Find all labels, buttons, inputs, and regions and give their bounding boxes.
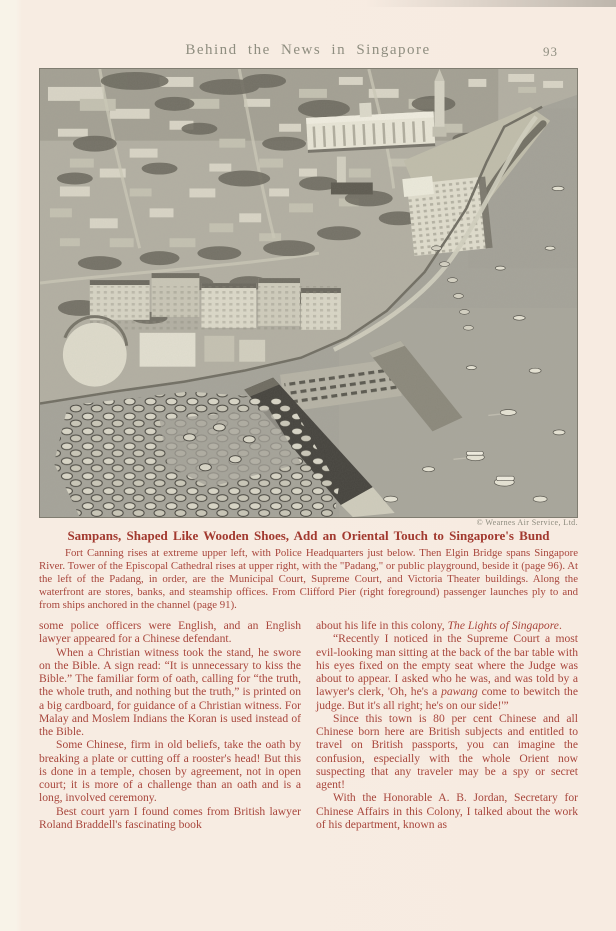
paragraph: Best court yarn I found comes from British lawyer Roland Braddell's fascinating book — [39, 804, 301, 831]
article-body — [39, 619, 578, 831]
photo-credit: © Wearnes Air Service, Ltd. — [476, 518, 578, 527]
paragraph: about his life in this colony, The Lights of Singapore. — [316, 619, 562, 632]
paragraph: Since this town is 80 per cent Chinese and all Chinese born here are British subjects and entitled to travel on British passports, you can imagine the confusion, especially with the whole Orient now suspecting that any traveler may be a spy or secret agent! — [316, 711, 578, 791]
aerial-photo-illustration — [40, 69, 577, 517]
paragraph: “Recently I noticed in the Supreme Court a most evil-looking man sitting at the back of the bar table with his eyes fixed on the empty seat where the Judge was about to appear. I asked who he was, and was told by a lawyer's clerk, 'Oh, he's a pawang come to bewitch the judge. But it's all right; he's on our side!'” — [316, 632, 578, 712]
text-column-right — [316, 619, 578, 831]
page-title: Behind the News in Singapore — [185, 42, 431, 58]
running-header — [0, 42, 616, 62]
paragraph: With the Honorable A. B. Jordan, Secretary for Chinese Affairs in this Colony, I talked about the work of his department, known as — [316, 791, 578, 831]
text-column-left — [39, 619, 301, 831]
paragraph: When a Christian witness took the stand, he swore on the Bible. A sign read: “It is unnecessary to kiss the Bible.” The familiar form of oath, calling for “the truth, the whole truth, and nothing but the truth,” is printed on a big cardboard, for guidance of a Christian witness. For Malay and Moslem Indians the Koran is used instead of the Bible. — [39, 645, 301, 738]
photo-grain — [40, 69, 577, 517]
scan-artifact — [366, 0, 616, 7]
paragraph: some police officers were English, and an English lawyer appeared for a Chinese defendant. — [39, 619, 301, 646]
caption-body: Fort Canning rises at extreme upper left, with Police Headquarters just below. Then Elgin Bridge spans Singapore River. Tower of the Episcopal Cathedral rises at upper right, with the "Padang," or public playground, beside it (page 96). At the left of the Padang, in order, are the Municipal Court, Supreme Court, and Victoria Theater buildings. Along the waterfront are stores, banks, and steamship offices. From Clifford Pier (right foreground) passenger launches ply to and from ships anchored in the channel (page 91). — [39, 547, 578, 611]
page-number: 93 — [543, 44, 558, 59]
caption-headline: Sampans, Shaped Like Wooden Shoes, Add an Oriental Touch to Singapore's Bund — [67, 528, 550, 543]
paragraph: Some Chinese, firm in old beliefs, take the oath by breaking a plate or cutting off a rooster's head! But this is done in a temple, chosen by agreement, not in open court; it is more of a challenge than an oath and is a long, involved ceremony. — [39, 738, 301, 805]
aerial-photo — [39, 68, 578, 518]
